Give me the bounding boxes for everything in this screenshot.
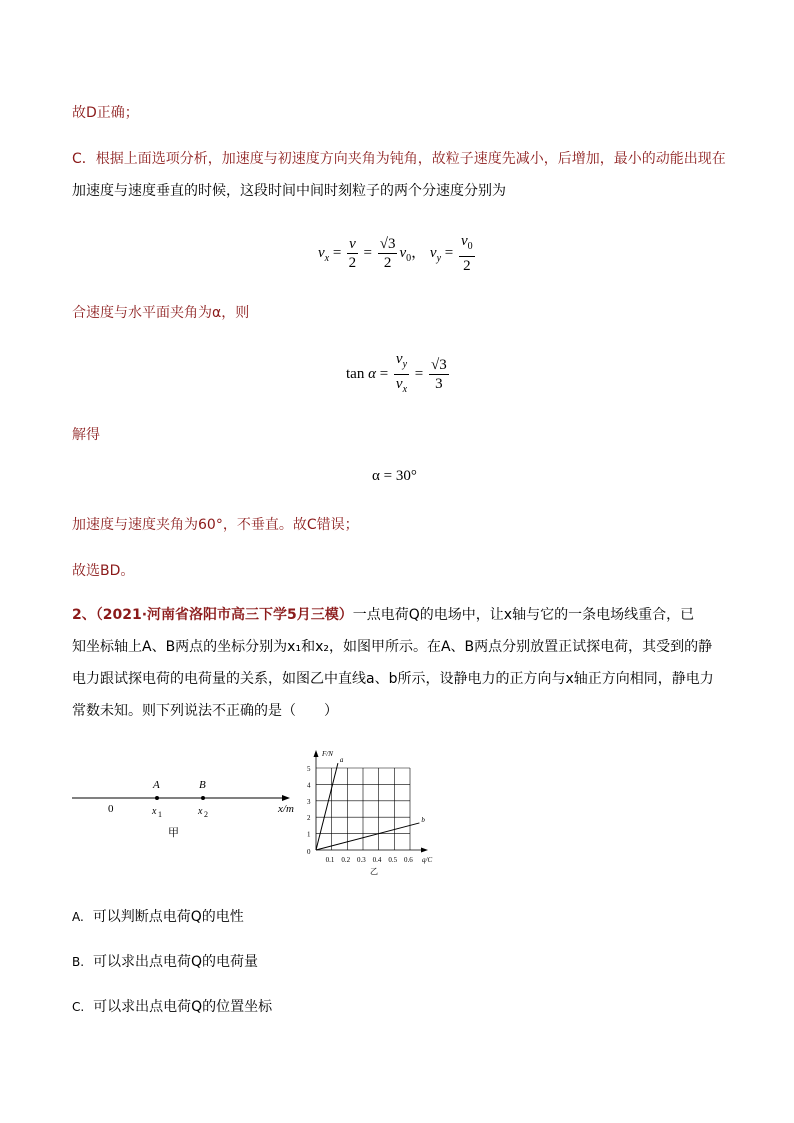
- label-x2-sub: 2: [204, 810, 208, 819]
- y-tick-label: 3: [307, 797, 311, 806]
- origin-label: 0: [108, 803, 114, 815]
- formula-velocity-components: $v_x$ = $\frac{v}{2}$ = $\frac{√3}{2}$ $v_0$， $v_y$ = $\frac{v_0}{2}$: [318, 233, 473, 274]
- figure-yi-chart: [300, 742, 450, 877]
- y-tick-label: 4: [307, 781, 311, 790]
- option-a[interactable]: A. 可以判断点电荷Q的电性: [72, 909, 244, 925]
- question-line-1: 2、（2021·河南省洛阳市高三下学5月三模）一点电荷Q的电场中，让x轴与它的一条电场线重合，已: [72, 607, 695, 623]
- y-tick-label: 1: [307, 830, 311, 839]
- chart-caption: 乙: [370, 867, 378, 876]
- label-B: B: [199, 779, 206, 791]
- question-line-3: 电力跟试探电荷的电荷量的关系，如图乙中直线a、b所示，设静电力的正方向与x轴正方向相同，静电力: [72, 671, 714, 687]
- x-tick-label: 0.3: [357, 856, 366, 864]
- x-tick-label: 0.5: [388, 856, 398, 864]
- solution-line-angle: 合速度与水平面夹角为α，则: [72, 305, 250, 321]
- series-label-b: b: [421, 815, 425, 824]
- solution-line-d: 故D正确；: [72, 105, 139, 121]
- y-axis-label: F/N: [322, 750, 333, 758]
- x-tick-label: 0.6: [404, 856, 413, 864]
- label-x1: x: [152, 806, 157, 817]
- origin-label: 0: [307, 848, 311, 856]
- x-tick-label: 0.2: [341, 856, 351, 864]
- y-tick-label: 2: [307, 814, 311, 823]
- point-A: [155, 796, 159, 800]
- question-source: （2021·河南省洛阳市高三下学5月三模）: [95, 607, 353, 623]
- series-line-a: [316, 763, 338, 850]
- figure-jia: [70, 770, 300, 870]
- x-tick-label: 0.4: [372, 856, 382, 864]
- label-x1-sub: 1: [158, 810, 162, 819]
- solution-line-c2: 加速度与速度垂直的时候，这段时间中间时刻粒子的两个分速度分别为: [72, 183, 506, 199]
- caption-jia: 甲: [168, 826, 179, 839]
- solution-line-60: 加速度与速度夹角为60°，不垂直。故C错误；: [72, 517, 359, 533]
- option-b[interactable]: B. 可以求出点电荷Q的电荷量: [72, 954, 258, 970]
- label-A: A: [153, 779, 160, 791]
- solution-line-solve: 解得: [72, 427, 100, 443]
- question-line-4: 常数未知。则下列说法不正确的是（ ）: [72, 703, 338, 719]
- y-tick-label: 5: [307, 765, 311, 773]
- option-c[interactable]: C. 可以求出点电荷Q的位置坐标: [72, 999, 273, 1015]
- x-axis-arrow: [282, 795, 290, 801]
- label-x2: x: [198, 806, 203, 817]
- y-axis-arrow: [314, 750, 319, 757]
- x-axis-label: q/C: [422, 856, 433, 864]
- formula-alpha-30: α = 30°: [372, 468, 417, 484]
- solution-line-c1: C．根据上面选项分析，加速度与初速度方向夹角为钝角，故粒子速度先减小，后增加，最小的动能出现在: [72, 151, 726, 167]
- solution-answer: 故选BD。: [72, 563, 135, 579]
- question-number: 2、: [72, 607, 96, 623]
- question-line-2: 知坐标轴上A、B两点的坐标分别为x₁和x₂，如图甲所示。在A、B两点分别放置正试探电荷，其受到的静: [72, 639, 713, 655]
- series-label-a: a: [339, 756, 344, 765]
- axis-label-xm: x/m: [278, 803, 294, 815]
- point-B: [201, 796, 205, 800]
- x-tick-label: 0.1: [325, 856, 335, 864]
- formula-tan-alpha: tan α = $\frac{v_y}{v_x}$ = $\frac{√3}{3}$: [346, 351, 447, 395]
- x-axis-arrow: [421, 848, 428, 853]
